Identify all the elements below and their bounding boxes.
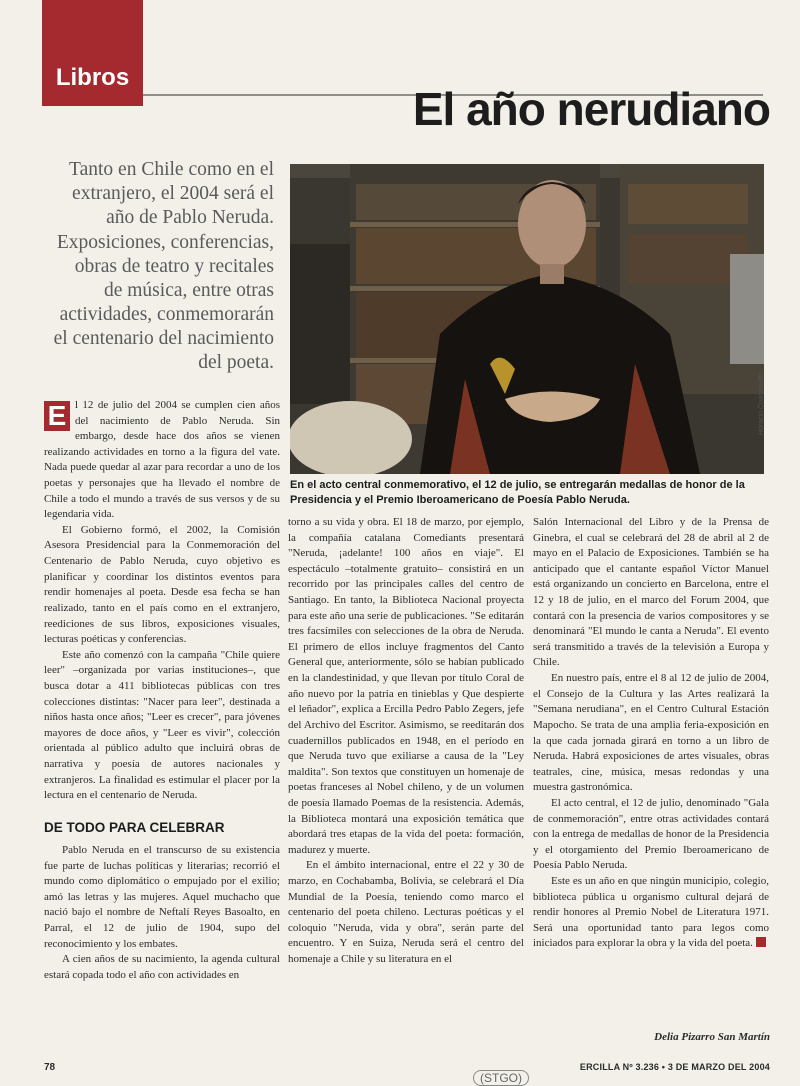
section-tag bbox=[42, 0, 143, 106]
article-title: El año nerudiano bbox=[412, 83, 770, 135]
section-subhead: DE TODO PARA CELEBRAR bbox=[44, 819, 225, 835]
paragraph-text: l 12 de julio del 2004 se cumplen cien años del nacimiento de Pablo Neruda. Sin embargo, desde hace dos años se vienen realizando actividades en torno a la figura del vate. Nada puede quedar al azar para recordar a uno de los poetas y personajes que ha llevado el nombre de Chile a todo el mundo a través de sus versos y de su legendaria vida. bbox=[44, 399, 280, 521]
article-photo bbox=[290, 164, 764, 474]
photo-illustration bbox=[290, 164, 764, 474]
paragraph: El Gobierno formó, el 2002, la Comisión Asesora Presidencial para la Conmemoración del Centenario de Pablo Neruda, cuyo objetivo es planificar y coordinar los distintos eventos para rendir homenajes al poeta. Desde esa fecha se han realizado, tanto en el país como en el extranjero, reediciones de sus libros, exposiciones visuales, lecturas poéticas y conferencias. bbox=[44, 523, 280, 646]
handwritten-stamp: (STGO) bbox=[473, 1070, 529, 1086]
paragraph bbox=[533, 874, 769, 952]
issue-footer: ERCILLA Nº 3.236 • 3 DE MARZO DEL 2004 bbox=[579, 1062, 770, 1072]
paragraph bbox=[44, 398, 280, 523]
drop-cap: E bbox=[44, 401, 70, 431]
author-signature: Delia Pizarro San Martín bbox=[654, 1031, 770, 1043]
end-mark-icon bbox=[756, 937, 766, 947]
paragraph: El acto central, el 12 de julio, denominado "Gala de conmemoración", entre otras actividades contará con la entrega de medallas de honor de la Presidencia y el otorgamiento del Premio Iberoamericano de Poesía Pablo Neruda. bbox=[533, 796, 769, 872]
paragraph: En el ámbito internacional, entre el 22 y 30 de marzo, en Cochabamba, Bolivia, se celebrará el Día Mundial de la Poesía, teniendo como marco el centenario del poeta chileno. Lecturas poéticas y el coloquio "Neruda, vida y obra", serán parte del encuentro. Y en Suiza, Neruda será el centro del homenaje a Chile y su literatura en el bbox=[288, 859, 524, 966]
photo-caption: En el acto central conmemorativo, el 12 de julio, se entregarán medallas de honor de la Presidencia y el Premio Iberoamericano de Poesía Pablo Neruda. bbox=[290, 479, 745, 506]
paragraph: A cien años de su nacimiento, la agenda cultural estará copada todo el año con actividades en bbox=[44, 953, 280, 981]
paragraph: En nuestro país, entre el 8 al 12 de julio de 2004, el Consejo de la Cultura y las Artes realizará la "Semana nerudiana", en el Centro Cultural Estación Mapocho. Se trata de una amplia feria-exposición en la que cada jornada girará en torno a un libro de Neruda. Habrá exposiciones de artes visuales, obras teatrales, cine, música, mesas redondas y una muestra gastronómica. bbox=[533, 672, 769, 794]
paragraph-continued: Salón Internacional del Libro y de la Prensa de Ginebra, el cual se celebrará del 28 de abril al 2 de mayo en el Palacio de Exposiciones. También se ha anticipado que el cantante español Víctor Manuel está organizando un concierto en Barcelona, entre el 12 y 18 de julio, en el marco del Forum 2004, que contará con la presencia de varios compositores y se denominará "El mundo le canta a Neruda". El evento será transmitido a través de la televisión a Europa y Chile. bbox=[533, 516, 769, 669]
body-column-3 bbox=[533, 515, 769, 952]
paragraph: Este año comenzó con la campaña "Chile quiere leer" –organizada por varias instituciones–, que busca dotar a 411 bibliotecas públicas con tres colecciones distintas: "Nacer para leer", destinada a niños hasta once años; "Leer es crecer", para jóvenes mayores de doce años, y "Leer es vivir", colección orientada al público adulto que incluirá obras de narrativa y poesía de autores nacionales y extranjeros. La finalidad es estimular el placer por la lectura en el centenario de Neruda. bbox=[44, 648, 280, 802]
page-number: 78 bbox=[44, 1062, 56, 1073]
section-label: Libros bbox=[55, 64, 130, 91]
paragraph-continued: torno a su vida y obra. El 18 de marzo, por ejemplo, la compañía catalana Comediants presentará "Neruda, ¡adelante! 100 años en viaje". El espectáculo –totalmente gratuito– consistirá en un recorrido por las principales calles del centro de Santiago. En tanto, la Biblioteca Nacional proyecta para este año una serie de publicaciones. "Se editarán tres facsímiles con selecciones de la obra de Neruda. El primero de ellos incluye fragmentos del Canto General que, anteriormente, sólo se habían publicado en la clandestinidad, y que llevan por título Coral de año nuevo por la patria en tinieblas y Que despierte el leñador", explica a Ercilla Pedro Pablo Zegers, jefe del Archivo del Escritor. Asimismo, se reeditarán dos cuadernillos publicados en 1948, en el período en que Neruda tuvo que exiliarse a causa de la "Ley maldita". Son textos que constituyen un homenaje de poetas franceses al Nobel chileno, y de un volumen de poesía llamado Poemas de la resistencia. Además, la Biblioteca montará una exposición temática que abordará tres etapas de la vida del poeta: formación, madurez y muerte. bbox=[288, 516, 525, 856]
paragraph-text: Este es un año en que ningún municipio, colegio, biblioteca pública u organismo cultural dejará de rendir honores al Premio Nobel de Literatura 1971. Será una oportunidad tanto para legos como iniciados para explorar la obra y la vida del poeta. bbox=[533, 875, 769, 950]
paragraph: Pablo Neruda en el transcurso de su existencia fue parte de luchas políticas y literarias; recorrió el mundo como diplomático o empujado por el exilio; amó las letras y las mujeres. Aquel muchacho que nació bajo el nombre de Neftalí Reyes Basoalto, en Parral, el 12 de julio de 1904, supo del reconocimiento y los embates. bbox=[44, 844, 280, 950]
article-lead: Tanto en Chile como en el extranjero, el 2004 será el año de Pablo Neruda. Exposiciones, conferencias, obras de teatro y recitales de música, entre otras actividades, conmemorarán el centenario del nacimiento del poeta. bbox=[53, 159, 274, 374]
body-column-1 bbox=[44, 398, 280, 983]
photo-credit: Horacio Coassoletto bbox=[758, 372, 765, 436]
body-column-2 bbox=[288, 515, 524, 968]
